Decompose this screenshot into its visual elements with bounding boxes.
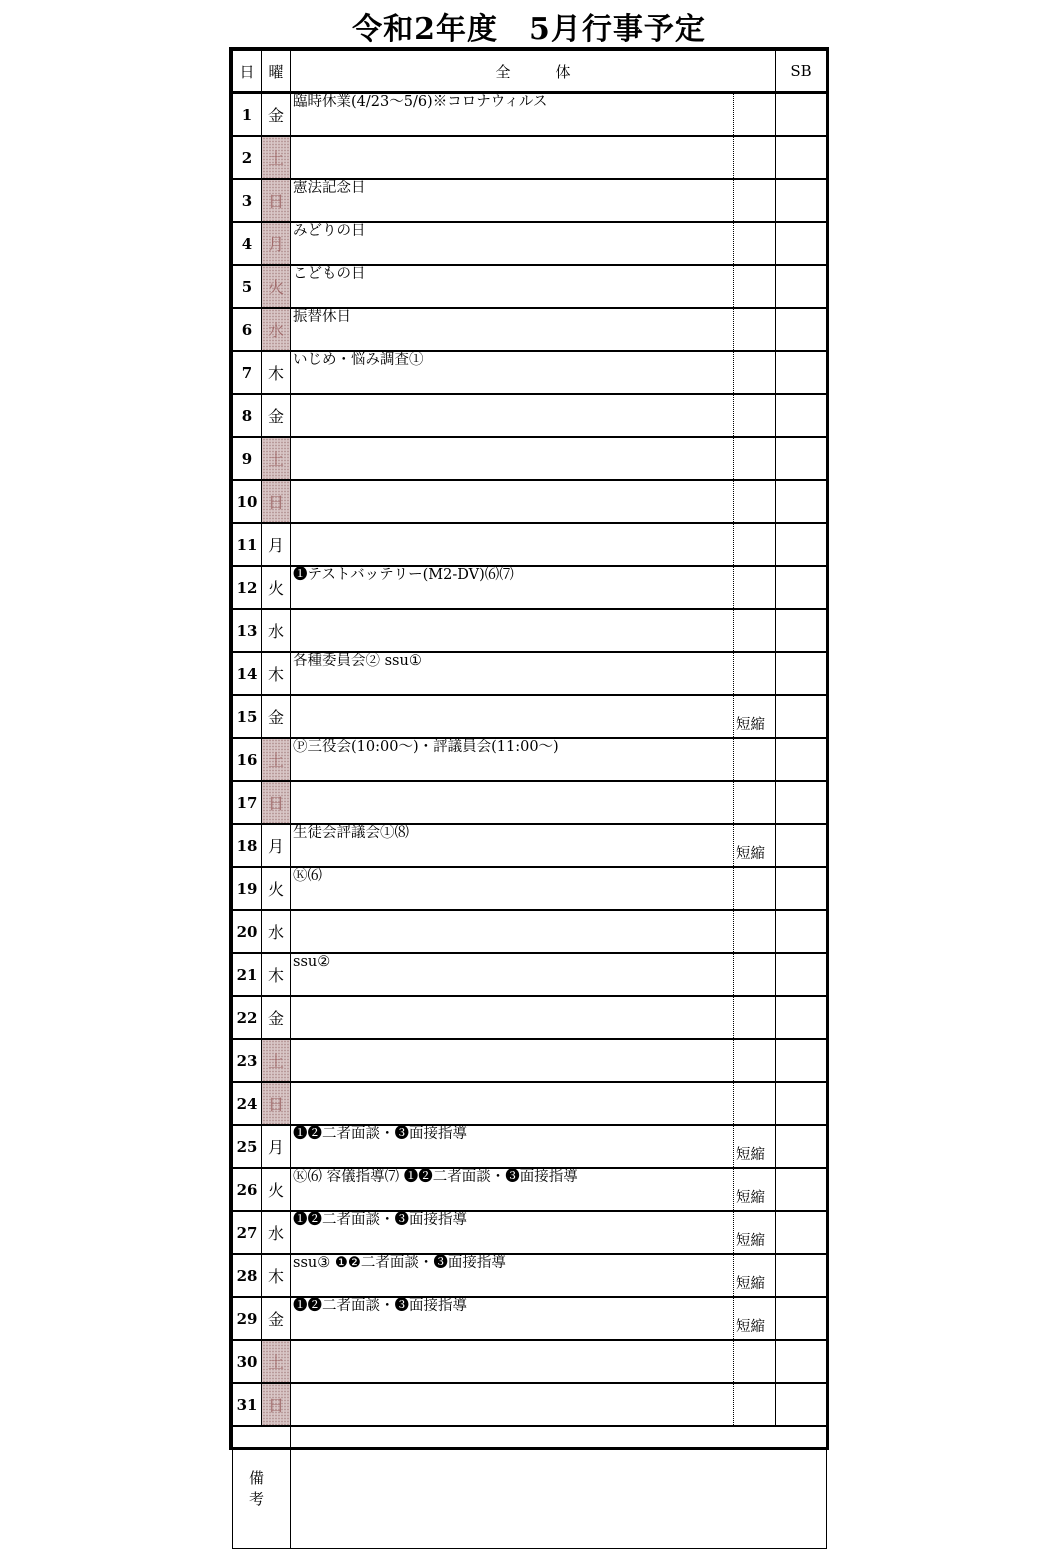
event-cell xyxy=(291,609,734,652)
note-cell xyxy=(734,222,776,265)
weekday-cell: 月 xyxy=(262,523,291,566)
sb-cell xyxy=(776,222,827,265)
weekday-cell: 月 xyxy=(262,222,291,265)
event-cell: 生徒会評議会①⑻ xyxy=(291,824,734,867)
note-cell: 短縮 xyxy=(734,695,776,738)
sb-cell xyxy=(776,1297,827,1340)
sb-cell xyxy=(776,953,827,996)
day-row xyxy=(233,1168,827,1211)
sb-cell xyxy=(776,1082,827,1125)
note-cell: 短縮 xyxy=(734,1125,776,1168)
event-cell xyxy=(291,1039,734,1082)
date-cell: 29 xyxy=(233,1297,262,1340)
date-cell: 16 xyxy=(233,738,262,781)
date-cell: 21 xyxy=(233,953,262,996)
day-row xyxy=(233,93,827,137)
date-cell: 11 xyxy=(233,523,262,566)
date-cell: 1 xyxy=(233,93,262,137)
event-cell xyxy=(291,1082,734,1125)
sb-cell xyxy=(776,609,827,652)
sb-cell xyxy=(776,566,827,609)
day-row xyxy=(233,1211,827,1254)
weekday-cell: 火 xyxy=(262,566,291,609)
date-cell: 17 xyxy=(233,781,262,824)
day-row xyxy=(233,1383,827,1426)
day-row xyxy=(233,1039,827,1082)
event-cell: ssu② xyxy=(291,953,734,996)
sb-cell xyxy=(776,308,827,351)
date-cell: 8 xyxy=(233,394,262,437)
date-cell: 24 xyxy=(233,1082,262,1125)
note-cell xyxy=(734,1082,776,1125)
day-row xyxy=(233,437,827,480)
sb-cell xyxy=(776,480,827,523)
event-cell xyxy=(291,394,734,437)
date-cell: 19 xyxy=(233,867,262,910)
sb-cell xyxy=(776,136,827,179)
sb-cell xyxy=(776,265,827,308)
weekday-cell: 木 xyxy=(262,953,291,996)
sb-cell xyxy=(776,93,827,137)
note-cell xyxy=(734,1340,776,1383)
sb-cell xyxy=(776,1383,827,1426)
weekday-cell: 土 xyxy=(262,1340,291,1383)
weekday-cell: 木 xyxy=(262,652,291,695)
sb-cell xyxy=(776,1211,827,1254)
sb-cell xyxy=(776,523,827,566)
weekday-cell: 土 xyxy=(262,738,291,781)
date-cell: 12 xyxy=(233,566,262,609)
day-row xyxy=(233,953,827,996)
event-cell xyxy=(291,695,734,738)
weekday-cell: 木 xyxy=(262,1254,291,1297)
event-cell xyxy=(291,437,734,480)
weekday-cell: 金 xyxy=(262,93,291,137)
note-cell xyxy=(734,953,776,996)
event-cell: 臨時休業(4/23～5/6)※コロナウィルス xyxy=(291,93,734,137)
event-cell: 各種委員会② ssu① xyxy=(291,652,734,695)
date-cell: 28 xyxy=(233,1254,262,1297)
day-row xyxy=(233,1125,827,1168)
day-row xyxy=(233,695,827,738)
note-cell xyxy=(734,394,776,437)
sb-cell xyxy=(776,867,827,910)
note-cell xyxy=(734,179,776,222)
note-cell xyxy=(734,1039,776,1082)
header-row xyxy=(233,51,827,93)
weekday-cell: 火 xyxy=(262,265,291,308)
event-cell: Ⓚ⑹ xyxy=(291,867,734,910)
header-weekday: 曜 xyxy=(262,51,291,93)
event-cell xyxy=(291,910,734,953)
weekday-cell: 日 xyxy=(262,480,291,523)
note-cell: 短縮 xyxy=(734,1211,776,1254)
day-row xyxy=(233,480,827,523)
note-cell xyxy=(734,93,776,137)
note-cell xyxy=(734,867,776,910)
note-cell xyxy=(734,437,776,480)
note-cell xyxy=(734,351,776,394)
sb-cell xyxy=(776,394,827,437)
weekday-cell: 火 xyxy=(262,867,291,910)
sb-cell xyxy=(776,1125,827,1168)
header-sb: SB xyxy=(776,51,827,93)
date-cell: 20 xyxy=(233,910,262,953)
weekday-cell: 土 xyxy=(262,136,291,179)
day-row xyxy=(233,523,827,566)
sb-cell xyxy=(776,910,827,953)
day-row xyxy=(233,308,827,351)
note-cell xyxy=(734,265,776,308)
note-cell xyxy=(734,910,776,953)
remarks-row xyxy=(233,1426,827,1549)
day-row xyxy=(233,738,827,781)
sb-cell xyxy=(776,1340,827,1383)
event-cell: 振替休日 xyxy=(291,308,734,351)
note-cell xyxy=(734,609,776,652)
event-cell xyxy=(291,480,734,523)
event-cell: ssu③ ❶❷二者面談・❸面接指導 xyxy=(291,1254,734,1297)
note-cell xyxy=(734,781,776,824)
event-cell: ❶❷二者面談・❸面接指導 xyxy=(291,1211,734,1254)
day-row xyxy=(233,1340,827,1383)
sb-cell xyxy=(776,824,827,867)
sb-cell xyxy=(776,437,827,480)
sb-cell xyxy=(776,695,827,738)
sb-cell xyxy=(776,996,827,1039)
weekday-cell: 金 xyxy=(262,1297,291,1340)
event-cell xyxy=(291,136,734,179)
note-cell xyxy=(734,480,776,523)
sb-cell xyxy=(776,351,827,394)
date-cell: 14 xyxy=(233,652,262,695)
day-row xyxy=(233,179,827,222)
date-cell: 6 xyxy=(233,308,262,351)
weekday-cell: 水 xyxy=(262,308,291,351)
note-cell xyxy=(734,738,776,781)
note-cell: 短縮 xyxy=(734,1297,776,1340)
day-row xyxy=(233,1254,827,1297)
weekday-cell: 土 xyxy=(262,437,291,480)
event-cell: ❶テストバッテリー(M2-DV)⑹⑺ xyxy=(291,566,734,609)
day-row xyxy=(233,351,827,394)
sb-cell xyxy=(776,1039,827,1082)
remarks-area xyxy=(291,1426,827,1549)
date-cell: 15 xyxy=(233,695,262,738)
day-row xyxy=(233,222,827,265)
day-row xyxy=(233,609,827,652)
header-date: 日 xyxy=(233,51,262,93)
event-cell xyxy=(291,781,734,824)
sb-cell xyxy=(776,1254,827,1297)
event-cell: Ⓚ⑹ 容儀指導⑺ ❶❷二者面談・❸面接指導 xyxy=(291,1168,734,1211)
day-row xyxy=(233,781,827,824)
event-cell xyxy=(291,1340,734,1383)
weekday-cell: 土 xyxy=(262,1039,291,1082)
remarks-label: 備 考 xyxy=(233,1426,291,1549)
note-cell xyxy=(734,136,776,179)
date-cell: 4 xyxy=(233,222,262,265)
date-cell: 30 xyxy=(233,1340,262,1383)
day-row xyxy=(233,566,827,609)
sb-cell xyxy=(776,179,827,222)
event-cell: 憲法記念日 xyxy=(291,179,734,222)
sb-cell xyxy=(776,1168,827,1211)
page-title: 令和2年度 5月行事予定 xyxy=(352,12,706,47)
weekday-cell: 月 xyxy=(262,1125,291,1168)
date-cell: 18 xyxy=(233,824,262,867)
day-row xyxy=(233,996,827,1039)
header-main: 全 体 xyxy=(291,51,776,93)
date-cell: 26 xyxy=(233,1168,262,1211)
note-cell xyxy=(734,308,776,351)
day-row xyxy=(233,265,827,308)
date-cell: 23 xyxy=(233,1039,262,1082)
sb-cell xyxy=(776,652,827,695)
weekday-cell: 金 xyxy=(262,695,291,738)
weekday-cell: 日 xyxy=(262,1082,291,1125)
day-row xyxy=(233,824,827,867)
note-cell xyxy=(734,1383,776,1426)
weekday-cell: 日 xyxy=(262,781,291,824)
date-cell: 10 xyxy=(233,480,262,523)
event-cell xyxy=(291,996,734,1039)
date-cell: 22 xyxy=(233,996,262,1039)
date-cell: 2 xyxy=(233,136,262,179)
day-row xyxy=(233,136,827,179)
date-cell: 7 xyxy=(233,351,262,394)
weekday-cell: 日 xyxy=(262,1383,291,1426)
weekday-cell: 水 xyxy=(262,1211,291,1254)
note-cell xyxy=(734,523,776,566)
event-cell: ❶❷二者面談・❸面接指導 xyxy=(291,1125,734,1168)
day-row xyxy=(233,394,827,437)
day-row xyxy=(233,867,827,910)
sb-cell xyxy=(776,738,827,781)
note-cell xyxy=(734,566,776,609)
event-cell xyxy=(291,1383,734,1426)
event-cell: みどりの日 xyxy=(291,222,734,265)
schedule-table xyxy=(232,50,827,1549)
note-cell: 短縮 xyxy=(734,1168,776,1211)
weekday-cell: 木 xyxy=(262,351,291,394)
sb-cell xyxy=(776,781,827,824)
note-cell xyxy=(734,652,776,695)
schedule-sheet xyxy=(229,47,829,1508)
weekday-cell: 火 xyxy=(262,1168,291,1211)
day-row xyxy=(233,910,827,953)
date-cell: 9 xyxy=(233,437,262,480)
date-cell: 25 xyxy=(233,1125,262,1168)
weekday-cell: 水 xyxy=(262,910,291,953)
weekday-cell: 金 xyxy=(262,394,291,437)
day-row xyxy=(233,1082,827,1125)
weekday-cell: 金 xyxy=(262,996,291,1039)
event-cell xyxy=(291,523,734,566)
date-cell: 13 xyxy=(233,609,262,652)
date-cell: 31 xyxy=(233,1383,262,1426)
date-cell: 27 xyxy=(233,1211,262,1254)
note-cell: 短縮 xyxy=(734,1254,776,1297)
weekday-cell: 水 xyxy=(262,609,291,652)
event-cell: いじめ・悩み調査① xyxy=(291,351,734,394)
date-cell: 5 xyxy=(233,265,262,308)
event-cell: こどもの日 xyxy=(291,265,734,308)
note-cell xyxy=(734,996,776,1039)
event-cell: Ⓟ三役会(10:00～)・評議員会(11:00～) xyxy=(291,738,734,781)
day-row xyxy=(233,1297,827,1340)
weekday-cell: 日 xyxy=(262,179,291,222)
day-row xyxy=(233,652,827,695)
event-cell: ❶❷二者面談・❸面接指導 xyxy=(291,1297,734,1340)
date-cell: 3 xyxy=(233,179,262,222)
weekday-cell: 月 xyxy=(262,824,291,867)
note-cell: 短縮 xyxy=(734,824,776,867)
schedule-body xyxy=(233,51,827,1549)
